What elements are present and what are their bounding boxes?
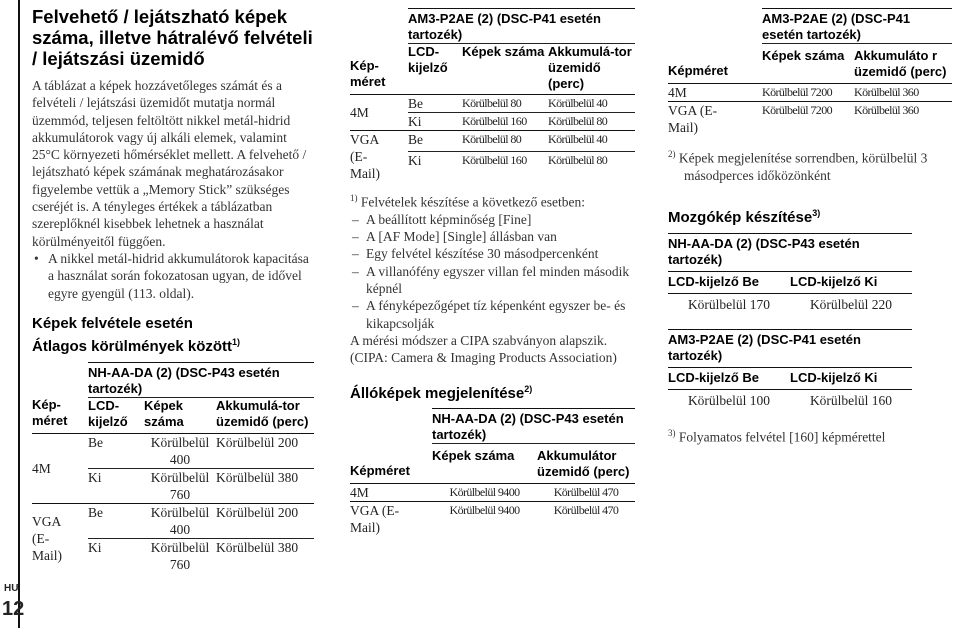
header-group: NH-AA-DA (2) (DSC-P43 esetén tartozék): [432, 409, 635, 444]
intro-paragraph: A táblázat a képek hozzávetőleges számát és a felvételi / lejátszási üzemidőt mutatja normál üzemmód, teljesen feltöltött nikkel metál-hidrid akkumulátorok vagy új alkáli elemek, valamint 25°C környezeti hőmérséklet mellett. A felvehető / lejátszható képek számának meghatározásakor figyelembe vettük a „Memory Stick” szükséges cseréjét is. A tényleges értékek a táblázatban szereplőknél kisebbek lehetnek a használat körülményeitől függően.: [32, 78, 307, 249]
cell-time: Körülbelül 470: [537, 502, 635, 537]
header-battery: Akkumuláto r üzemidő (perc): [854, 44, 952, 84]
column-2: [350, 0, 635, 536]
header-size: Képméret: [668, 63, 728, 78]
note-list: [32, 250, 315, 302]
cell-count: Körülbelül 80: [462, 95, 548, 113]
header-lcd-on: LCD-kijelző Be: [668, 272, 790, 294]
movie-table-am3: [668, 329, 912, 411]
page-title: Felvehető / lejátszható képek száma, illetve hátralévő felvételi / lejátszási üzemidő: [32, 6, 313, 69]
cell-count: Körülbelül 400: [144, 433, 216, 468]
cell-lcd: Ki: [408, 152, 462, 183]
cell-count: Körülbelül 9400: [432, 502, 537, 537]
cell-lcd-off: Körülbelül 220: [790, 294, 912, 316]
cell-size: VGA (E-Mail): [32, 503, 88, 573]
cell-size: 4M: [668, 84, 762, 102]
bullet-item: • A nikkel metál-hidrid akkumulátorok kapacitása a használat során fokozatosan ugyan, de idővel egyre gyengül (113. oldal).: [48, 250, 315, 302]
header-lcd-on: LCD-kijelző Be: [668, 368, 790, 390]
cell-lcd: Ki: [408, 113, 462, 131]
cell-time: Körülbelül 40: [548, 131, 635, 152]
cell-time: Körülbelül 380: [216, 468, 314, 503]
cell-time: Körülbelül 360: [854, 84, 952, 102]
page-language: HU: [4, 583, 19, 594]
footnote-1: $^{1)}$ Felvételek készítése a következő esetben: – A beállított képminőség [Fine] – A [AF Mode] [Single] állásban van – Egy felvétel készítése 30 másodpercenként – A villanófény egyszer villan fel minden második képnél – A fényképezőgépet tíz képenként egyszer be- és kikapcsolják A mérési módszer a CIPA szabványon alapszik. (CIPA: Camera & Imaging Products Association): [350, 190, 635, 366]
playback-table-nh: [350, 408, 635, 536]
page-number: 12: [2, 598, 25, 620]
cell-lcd: Be: [88, 433, 144, 468]
cell-lcd: Ki: [88, 538, 144, 573]
cell-size: VGA (E-Mail): [668, 102, 762, 137]
header-count: Képek száma: [462, 44, 548, 95]
cell-count: Körülbelül 7200: [762, 84, 854, 102]
footnote-item: – A beállított képminőség [Fine]: [350, 211, 635, 228]
cell-lcd-on: Körülbelül 170: [668, 294, 790, 316]
header-lcd: LCD-kijelző: [408, 44, 462, 95]
footnote-item: – A [AF Mode] [Single] állásban van: [350, 228, 635, 245]
cell-count: Körülbelül 9400: [432, 484, 537, 502]
column-1: [32, 0, 315, 573]
cell-size: VGA (E-Mail): [350, 131, 408, 183]
header-size: Képméret: [350, 463, 410, 479]
page-side-tab: [0, 0, 26, 628]
header-count: Képek száma: [144, 397, 216, 433]
header-group: AM3-P2AE (2) (DSC-P41 esetén tartozék): [668, 330, 912, 368]
cell-count: Körülbelül 160: [462, 113, 548, 131]
footnote-3: $^{3)}$ Folyamatos felvétel [160] képmérettel: [668, 428, 886, 445]
cell-lcd: Ki: [88, 468, 144, 503]
section-title: Mozgókép készítése$^{3)}$: [668, 208, 821, 227]
cell-count: Körülbelül 80: [462, 131, 548, 152]
header-battery: Akkumulátor üzemidő (perc): [537, 444, 635, 484]
movie-table-nh: [668, 233, 912, 315]
cell-count: Körülbelül 760: [144, 538, 216, 573]
header-battery: Akkumulá-tor üzemidő (perc): [548, 44, 635, 95]
cell-size: 4M: [350, 484, 432, 502]
cell-size: 4M: [32, 433, 88, 503]
cell-time: Körülbelül 80: [548, 152, 635, 183]
header-lcd-off: LCD-kijelző Ki: [790, 368, 912, 390]
recording-table-am3: [350, 8, 635, 182]
section-title: Képek felvétele esetén Átlagos körülmények között$^{1)}$: [32, 314, 241, 355]
header-count: Képek száma: [432, 444, 537, 484]
column-3: [668, 0, 954, 446]
header-count: Képek száma: [762, 44, 854, 84]
cell-lcd: Be: [408, 131, 462, 152]
footnote-tail: A mérési módszer a CIPA szabványon alapszik. (CIPA: Camera & Imaging Products Association): [350, 332, 617, 366]
cell-time: Körülbelül 200: [216, 503, 314, 538]
header-battery: Akkumulá-tor üzemidő (perc): [216, 397, 314, 433]
cell-count: Körülbelül 160: [462, 152, 548, 183]
header-lcd: LCD-kijelző: [88, 397, 144, 433]
cell-lcd-on: Körülbelül 100: [668, 390, 790, 412]
cell-lcd: Be: [88, 503, 144, 538]
header-group: AM3-P2AE (2) (DSC-P41 esetén tartozék): [408, 9, 635, 44]
footnote-item: – Egy felvétel készítése 30 másodpercenként: [350, 245, 635, 262]
playback-table-am3: [668, 8, 952, 136]
cell-lcd: Be: [408, 95, 462, 113]
header-group: NH-AA-DA (2) (DSC-P43 esetén tartozék): [88, 362, 314, 397]
header-size: Kép-méret: [350, 58, 386, 89]
cell-time: Körülbelül 380: [216, 538, 314, 573]
recording-table-nh: [32, 362, 314, 573]
cell-count: Körülbelül 7200: [762, 102, 854, 137]
header-lcd-off: LCD-kijelző Ki: [790, 272, 912, 294]
cell-size: VGA (E-Mail): [350, 502, 432, 537]
cell-time: Körülbelül 40: [548, 95, 635, 113]
header-group: NH-AA-DA (2) (DSC-P43 esetén tartozék): [668, 234, 912, 272]
cell-size: 4M: [350, 95, 408, 131]
cell-count: Körülbelül 400: [144, 503, 216, 538]
header-size: Kép-méret: [32, 396, 68, 428]
footnote-2: $^{2)}$ Képek megjelenítése sorrendben, körülbelül 3 másodperces időközönként: [668, 149, 928, 183]
section-title: Állóképek megjelenítése$^{2)}$: [350, 384, 533, 403]
footnote-item: – A fényképezőgépet tíz képenként egyszer be- és kikapcsolják: [350, 297, 635, 332]
cell-time: Körülbelül 470: [537, 484, 635, 502]
header-group: AM3-P2AE (2) (DSC-P41 esetén tartozék): [762, 9, 952, 44]
cell-lcd-off: Körülbelül 160: [790, 390, 912, 412]
side-divider: [18, 0, 20, 628]
cell-count: Körülbelül 760: [144, 468, 216, 503]
cell-time: Körülbelül 80: [548, 113, 635, 131]
footnote-item: – A villanófény egyszer villan fel minden második képnél: [350, 263, 635, 298]
cell-time: Körülbelül 200: [216, 433, 314, 468]
cell-time: Körülbelül 360: [854, 102, 952, 137]
